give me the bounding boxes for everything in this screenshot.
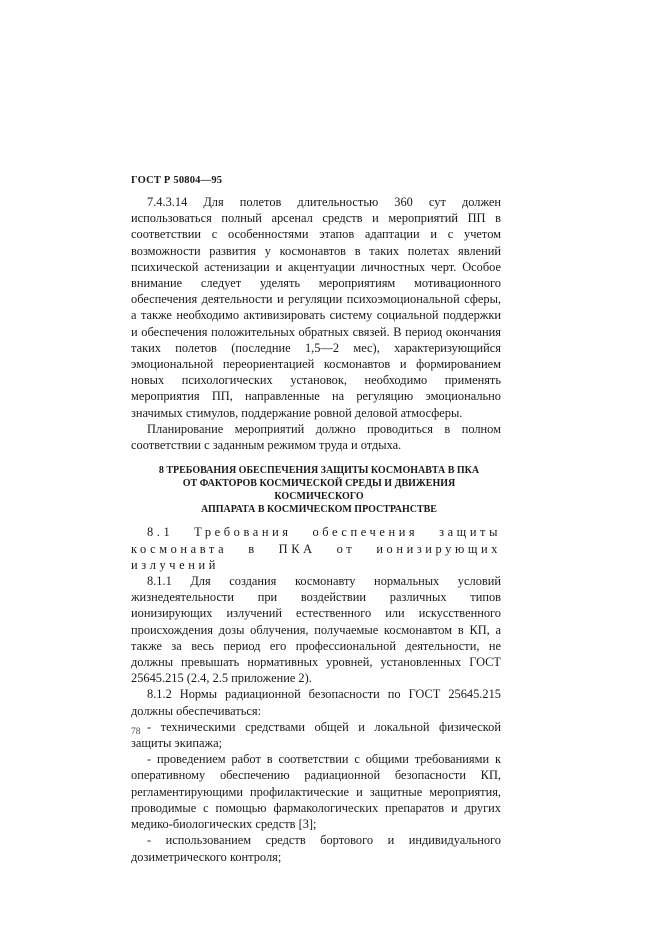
list-item-radiation-safety-works: - проведением работ в соответствии с общими требованиями к оперативному обеспечению радиационной безопасности КП, регламентирующими профилактические и защитные мероприятия, проводимые с помощью фармакологических препаратов и других медико-биологических средств [3]; [131,752,501,832]
paragraph-planning: Планирование мероприятий должно проводиться в полном соответствии с заданным режимом труда и отдыха. [131,421,501,453]
paragraph-7-4-3-14: 7.4.3.14 Для полетов длительностью 360 сут должен использоваться полный арсенал средств и мероприятий ПП в соответствии с особенностями этапов адаптации и с учетом возможности развития у космонавтов в таких полетах явлений психической астенизации и акцентуации личностных черт. Особое внимание следует уделять мероприятиям мотивационного обеспечения деятельности и регуляции психоэмоциональной сферы, а также необходимо активизировать систему социальной поддержки и обеспечения положительных обратных связей. В период окончания таких полетов (последние 1,5—2 мес), характеризующийся эмоциональной переориентацией космонавтов и формированием новых психологических установок, необходимо применять мероприятия ПП, направленные на регуляцию эмоционально значимых стимулов, поддержание ровной деловой атмосферы. [131,195,501,420]
subsection-8-1-title: 8.1 Требования обеспечения защиты космонавта в ПКА от ионизирующих излучений [131,525,501,572]
page-number: 78 [131,727,141,737]
document-body [131,194,501,865]
paragraph-8-1-2: 8.1.2 Нормы радиационной безопасности по ГОСТ 25645.215 должны обеспечиваться: [131,687,501,718]
list-item-dosimetric-control: - использованием средств бортового и индивидуального дозиметрического контроля; [131,833,501,864]
list-item-technical-means: - техническими средствами общей и локальной физической защиты экипажа; [131,719,501,751]
section-8-heading-line1: 8 ТРЕБОВАНИЯ ОБЕСПЕЧЕНИЯ ЗАЩИТЫ КОСМОНАВТА В ПКА [158,465,480,477]
section-8-heading-line3: АППАРАТА В КОСМИЧЕСКОМ ПРОСТРАНСТВЕ [201,503,437,515]
section-8-heading [131,465,501,516]
section-8-heading-line2: ОТ ФАКТОРОВ КОСМИЧЕСКОЙ СРЕДЫ И ДВИЖЕНИЯ КОСМИЧЕСКОГО [182,478,456,502]
document-header-code: ГОСТ Р 50804—95 [131,175,223,186]
paragraph-8-1-1: 8.1.1 Для создания космонавту нормальных условий жизнедеятельности при воздействии различных типов ионизирующих излучений естественного или искусственного происхождения дозы облучения, получаемые космонавтом в КП, а также за весь период его профессиональной деятельности, не должны превышать нормативных уровней, установленных ГОСТ 25645.215 (2.4, 2.5 приложение 2). [131,574,501,686]
